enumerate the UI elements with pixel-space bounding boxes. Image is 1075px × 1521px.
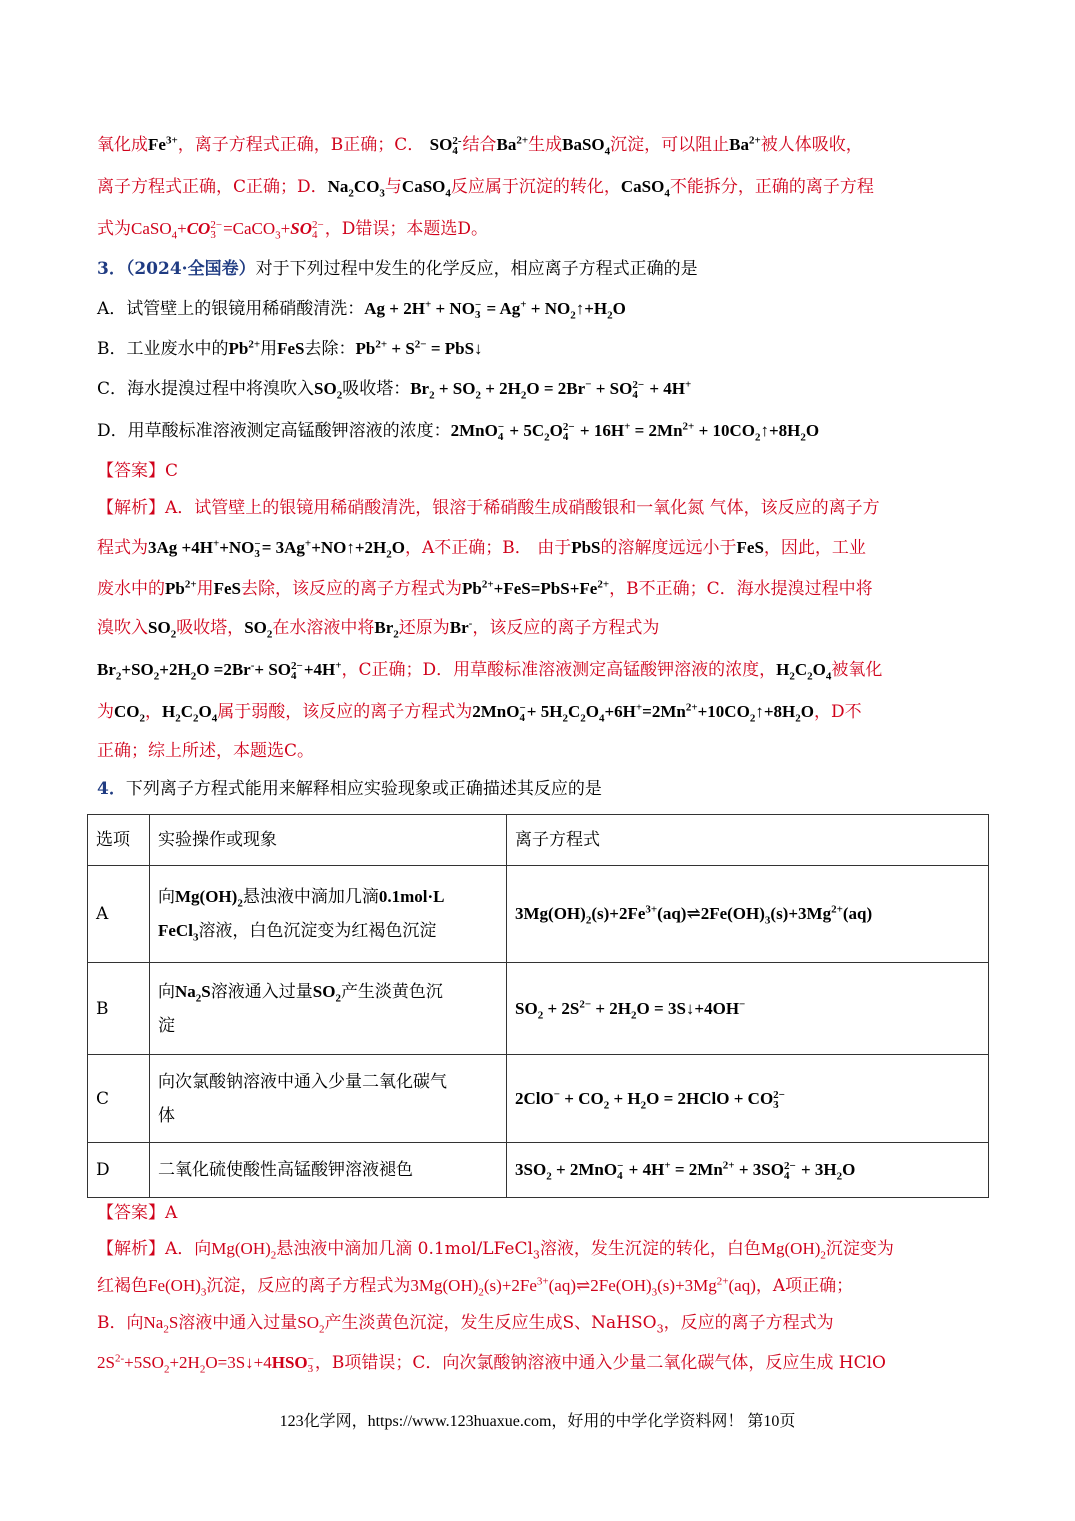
row-operation: 向次氯酸钠溶液中通入少量二氧化碳气 体 <box>150 1055 507 1143</box>
row-option: D <box>88 1143 150 1198</box>
explanation-line: 【解析】A．试管壁上的银镜用稀硝酸清洗，银溶于稀硝酸生成硝酸银和一氧化氮 气体，该反应的离子方 <box>97 498 880 518</box>
table-row <box>88 866 989 963</box>
row-operation: 向$Mg(OH)_2$悬浊液中滴加几滴0.1mol·L FeCl$_3$溶液，白色沉淀变为红褐色沉淀 <box>150 866 507 963</box>
row-operation: 二氧化硫使酸性高锰酸钾溶液褪色 <box>150 1143 507 1198</box>
explanation-line: 正确；综上所述，本题选C。 <box>97 741 315 761</box>
question-4-stem: 4．下列离子方程式能用来解释相应实验现象或正确描述其反应的是 <box>97 779 602 799</box>
explanation-line: $2S^{2-}+5SO_2+2H_2O=3S↓+4HSO$ − 3 ，B项错误；C．向次氯酸钠溶液中通入少量二氧化碳气体，反应生成 HClO <box>97 1352 886 1376</box>
explanation-line: 氧化成$Fe^{3+}$，离子方程式正确，B正确；C． SO 2- 4 结合$Ba^{2+}$生成BaSO$_4$沉淀，可以阻止$Ba^{2+}$被人体吸收， <box>97 134 863 158</box>
table-row <box>88 1143 989 1198</box>
question-3-option-c: C．海水提溴过程中将溴吹入$SO_2$吸收塔：$Br_2 + SO_2 + 2H_2O = 2Br^-$ + SO 2− 4 + 4H+ <box>97 378 692 402</box>
row-operation: 向$Na_2S$溶液通入过量$SO_2$产生淡黄色沉 淀 <box>150 963 507 1055</box>
question-3-option-b: B．工业废水中的$Pb^{2+}$用FeS去除：$Pb^{2+} + S^{2-}$ = PbS↓ <box>97 338 483 359</box>
explanation-line: 程式为3Ag +4H++NO − 3 = $3Ag^++NO↑+2H_2O$，A不正确；B． 由于PbS的溶解度远远小于FeS，因此，工业 <box>97 537 866 561</box>
row-option: A <box>88 866 150 963</box>
row-equation: $3SO_2 + 2MnO$ − 4 + $4H^+ = 2Mn^{2+} + 3SO$ 2− 4 + $3H_2O$ <box>507 1143 989 1198</box>
header-operation: 实验操作或现象 <box>150 815 507 866</box>
question-3-stem: 3．（2024·全国卷）对于下列过程中发生的化学反应，相应离子方程式正确的是 <box>97 259 698 279</box>
page-footer: 123化学网，https://www.123huaxue.com，好用的中学化学资料网！ 第10页 <box>279 1413 796 1430</box>
explanation-line: 【解析】A．向$Mg(OH)_2$悬浊液中滴加几滴 0.1mol/LFeCl$_3$溶液，发生沉淀的转化，白色$Mg(OH)_2$沉淀变为 <box>97 1239 894 1262</box>
question-4-table <box>87 814 989 1198</box>
table-row <box>88 1055 989 1143</box>
question-3-answer: 【答案】C <box>97 461 179 481</box>
explanation-line: B．向$Na_2S$溶液中通入过量$SO_2$产生淡黄色沉淀，发生反应生成S、NaHSO$_3$，反应的离子方程式为 <box>97 1313 834 1336</box>
explanation-line: 离子方程式正确，C正确；D．$Na_2CO_3$与CaSO$_4$反应属于沉淀的转化，CaSO$_4$不能拆分，正确的离子方程 <box>97 177 874 200</box>
header-option: 选项 <box>88 815 150 866</box>
header-equation: 离子方程式 <box>507 815 989 866</box>
question-4-answer: 【答案】A <box>97 1203 178 1223</box>
row-equation: $SO_2 + 2S^{2-} + 2H_2O$ = 3S↓+4OH− <box>507 963 989 1055</box>
row-option: C <box>88 1055 150 1143</box>
table-row <box>88 963 989 1055</box>
row-equation: $3Mg(OH)_2(s)+2Fe^{3+}(aq)\rightleftharpoons 2Fe(OH)_3(s)+3Mg^{2+}(aq)$ <box>507 866 989 963</box>
question-3-option-d: D．用草酸标准溶液测定高锰酸钾溶液的浓度：2MnO − 4 + $5C_2O$ 2− 4 + $16H^+ = 2Mn^{2+}$ + $10CO_2↑+8H_2O$ <box>97 420 820 444</box>
explanation-line: 废水中的$Pb^{2+}$用FeS去除，该反应的离子方程式为$Pb^{2+}+FeS=PbS+Fe^{2+}$，B不正确；C．海水提溴过程中将 <box>97 578 873 599</box>
explanation-line: 式为CaSO$_4$+CO 2− 3 =CaCO$_3$+SO 2− 4 ，D错误；本题选D。 <box>97 219 488 242</box>
row-equation: $2ClO^- + CO_2 + H_2O$ = 2HClO + CO 2− 3 <box>507 1055 989 1143</box>
question-3-option-a: A．试管壁上的银镜用稀硝酸清洗：Ag + 2H+ + NO − 3 = $Ag^+ + NO_2↑+H_2O$ <box>97 298 626 322</box>
explanation-line: 红褐色$Fe(OH)_3$沉淀，反应的离子方程式为$3Mg(OH)_2(s)+2Fe^{3+}(aq)\rightleftharpoons 2Fe(OH)_3(s)+3Mg^{2+}(aq)$，A项正确； <box>97 1275 854 1299</box>
explanation-line: 溴吹入$SO_2$吸收塔，$SO_2$在水溶液中将$Br_2$还原为Br-，该反应的离子方程式为 <box>97 617 660 641</box>
explanation-line: 为$CO_2$，$H_2C_2O_4$属于弱酸，该反应的离子方程式为2MnO − 4 + $5H_2C_2O_4+6H^+=2Mn^{2+}+10CO_2↑+8H_2O$，D不 <box>97 701 862 725</box>
explanation-line: $Br_2+SO_2+2H_2O =2Br^-+$ SO 2− 4 +4H+，C正确；D．用草酸标准溶液测定高锰酸钾溶液的浓度，$H_2C_2O_4$被氧化 <box>97 659 883 683</box>
table-header-row <box>88 815 989 866</box>
row-option: B <box>88 963 150 1055</box>
